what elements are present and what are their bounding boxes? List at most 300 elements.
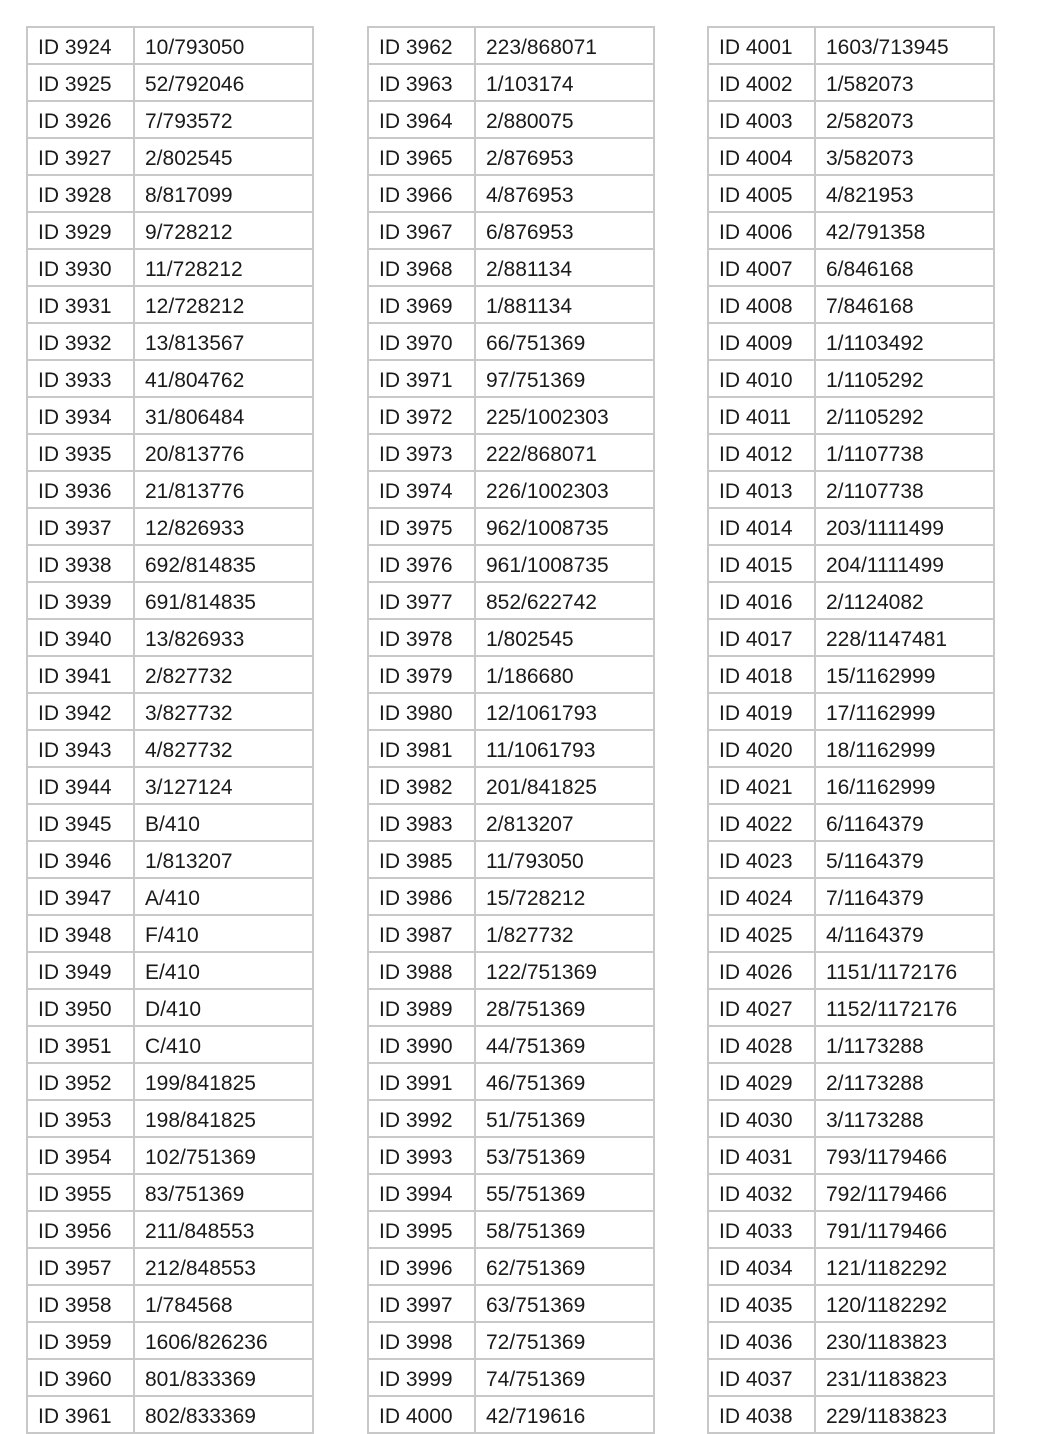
id-cell: ID 3973 [368,434,475,471]
reference-cell: 42/791358 [815,212,994,249]
reference-cell: 12/728212 [134,286,313,323]
table-row [708,471,994,508]
id-cell: ID 3986 [368,878,475,915]
id-cell: ID 3940 [27,619,134,656]
table-row [368,471,654,508]
table-row [27,545,313,582]
table-row [27,1285,313,1322]
table-row [368,249,654,286]
id-cell: ID 3936 [27,471,134,508]
id-cell: ID 3981 [368,730,475,767]
reference-cell: 225/1002303 [475,397,654,434]
reference-cell: 2/813207 [475,804,654,841]
reference-cell: 10/793050 [134,27,313,64]
reference-cell: 1606/826236 [134,1322,313,1359]
reference-cell: 2/582073 [815,101,994,138]
table-row [708,1174,994,1211]
id-cell: ID 3961 [27,1396,134,1433]
reference-cell: 21/813776 [134,471,313,508]
reference-cell: 12/1061793 [475,693,654,730]
reference-cell: 222/868071 [475,434,654,471]
id-cell: ID 4029 [708,1063,815,1100]
id-cell: ID 4009 [708,323,815,360]
reference-cell: 2/1107738 [815,471,994,508]
table-row [27,434,313,471]
table-row [708,1322,994,1359]
table-row [27,1026,313,1063]
id-cell: ID 3971 [368,360,475,397]
id-cell: ID 4028 [708,1026,815,1063]
reference-cell: 44/751369 [475,1026,654,1063]
id-cell: ID 3929 [27,212,134,249]
id-table-3 [707,26,995,1434]
id-cell: ID 4023 [708,841,815,878]
id-cell: ID 3992 [368,1100,475,1137]
table-row [708,1211,994,1248]
table-row [708,693,994,730]
id-cell: ID 3976 [368,545,475,582]
id-cell: ID 3987 [368,915,475,952]
reference-cell: 5/1164379 [815,841,994,878]
id-cell: ID 4010 [708,360,815,397]
reference-cell: 7/1164379 [815,878,994,915]
table-row [27,323,313,360]
id-cell: ID 3943 [27,730,134,767]
id-cell: ID 3930 [27,249,134,286]
table-row [708,915,994,952]
table-row [368,804,654,841]
reference-cell: 1/813207 [134,841,313,878]
table-row [708,1359,994,1396]
table-row [708,212,994,249]
table-row [708,619,994,656]
table-row [708,175,994,212]
table-row [368,1137,654,1174]
table-row [368,434,654,471]
id-cell: ID 4015 [708,545,815,582]
table-row [27,804,313,841]
reference-cell: 9/728212 [134,212,313,249]
id-cell: ID 3965 [368,138,475,175]
table-row [708,730,994,767]
reference-cell: 211/848553 [134,1211,313,1248]
id-cell: ID 3989 [368,989,475,1026]
table-row [708,878,994,915]
reference-cell: 3/1173288 [815,1100,994,1137]
reference-cell: 42/719616 [475,1396,654,1433]
id-cell: ID 4006 [708,212,815,249]
reference-cell: 121/1182292 [815,1248,994,1285]
table-row [27,730,313,767]
reference-cell: 7/846168 [815,286,994,323]
reference-cell: 793/1179466 [815,1137,994,1174]
reference-cell: 6/1164379 [815,804,994,841]
id-cell: ID 4027 [708,989,815,1026]
reference-cell: 12/826933 [134,508,313,545]
id-cell: ID 3941 [27,656,134,693]
id-cell: ID 4035 [708,1285,815,1322]
table-row [368,1396,654,1433]
reference-cell: 46/751369 [475,1063,654,1100]
table-row [27,878,313,915]
reference-cell: 102/751369 [134,1137,313,1174]
id-cell: ID 3939 [27,582,134,619]
reference-cell: 2/1173288 [815,1063,994,1100]
id-cell: ID 3944 [27,767,134,804]
reference-cell: 51/751369 [475,1100,654,1137]
reference-cell: 72/751369 [475,1322,654,1359]
reference-cell: 1151/1172176 [815,952,994,989]
reference-cell: 2/1124082 [815,582,994,619]
id-cell: ID 4026 [708,952,815,989]
id-cell: ID 3958 [27,1285,134,1322]
table-row [27,1359,313,1396]
table-row [27,101,313,138]
table-row [368,1026,654,1063]
reference-cell: 1/1173288 [815,1026,994,1063]
id-cell: ID 3954 [27,1137,134,1174]
reference-cell: 6/876953 [475,212,654,249]
id-cell: ID 3938 [27,545,134,582]
table-row [368,619,654,656]
id-cell: ID 3942 [27,693,134,730]
table-row [27,989,313,1026]
reference-cell: 63/751369 [475,1285,654,1322]
id-cell: ID 3968 [368,249,475,286]
id-cell: ID 4002 [708,64,815,101]
reference-cell: 120/1182292 [815,1285,994,1322]
reference-cell: 16/1162999 [815,767,994,804]
table-row [27,656,313,693]
reference-cell: 52/792046 [134,64,313,101]
table-row [27,693,313,730]
table-row [368,1285,654,1322]
id-cell: ID 4013 [708,471,815,508]
table-row [27,841,313,878]
table-row [27,27,313,64]
id-cell: ID 4038 [708,1396,815,1433]
table-row [27,952,313,989]
id-table-2 [367,26,655,1434]
table-row [368,693,654,730]
reference-cell: 4/821953 [815,175,994,212]
reference-cell: 28/751369 [475,989,654,1026]
table-row [27,1063,313,1100]
reference-cell: 8/817099 [134,175,313,212]
reference-cell: 692/814835 [134,545,313,582]
reference-cell: 1/1105292 [815,360,994,397]
reference-cell: 231/1183823 [815,1359,994,1396]
reference-cell: 229/1183823 [815,1396,994,1433]
table-row [368,1248,654,1285]
id-cell: ID 3926 [27,101,134,138]
reference-cell: 228/1147481 [815,619,994,656]
table-row [708,841,994,878]
reference-cell: 6/846168 [815,249,994,286]
table-row [708,249,994,286]
table-row [368,397,654,434]
id-cell: ID 3974 [368,471,475,508]
table-row [368,545,654,582]
id-cell: ID 3980 [368,693,475,730]
reference-cell: 2/827732 [134,656,313,693]
table-row [27,471,313,508]
id-cell: ID 3990 [368,1026,475,1063]
reference-cell: 2/880075 [475,101,654,138]
table-row [27,619,313,656]
reference-cell: 212/848553 [134,1248,313,1285]
id-cell: ID 3991 [368,1063,475,1100]
reference-cell: 11/1061793 [475,730,654,767]
table-row [368,1174,654,1211]
table-row [27,1248,313,1285]
reference-cell: 1152/1172176 [815,989,994,1026]
table-row [27,64,313,101]
table-row [368,841,654,878]
id-cell: ID 3957 [27,1248,134,1285]
table-row [708,323,994,360]
table-row [368,582,654,619]
table-row [368,1211,654,1248]
reference-cell: 122/751369 [475,952,654,989]
id-cell: ID 3937 [27,508,134,545]
table-row [708,952,994,989]
id-cell: ID 3933 [27,360,134,397]
id-cell: ID 4025 [708,915,815,952]
table-row [708,656,994,693]
reference-cell: 11/728212 [134,249,313,286]
reference-cell: 62/751369 [475,1248,654,1285]
reference-cell: 1/827732 [475,915,654,952]
table-row [27,1396,313,1433]
reference-cell: 1/881134 [475,286,654,323]
table-row [708,286,994,323]
reference-cell: 1/186680 [475,656,654,693]
table-row [368,878,654,915]
table-row [368,27,654,64]
table-row [368,175,654,212]
reference-cell: 226/1002303 [475,471,654,508]
id-cell: ID 3967 [368,212,475,249]
id-cell: ID 3988 [368,952,475,989]
reference-cell: B/410 [134,804,313,841]
id-cell: ID 3927 [27,138,134,175]
id-cell: ID 3972 [368,397,475,434]
table-row [708,804,994,841]
id-cell: ID 3975 [368,508,475,545]
table-row [368,508,654,545]
id-cell: ID 4032 [708,1174,815,1211]
table-row [708,64,994,101]
id-cell: ID 3947 [27,878,134,915]
reference-cell: 2/876953 [475,138,654,175]
id-cell: ID 4031 [708,1137,815,1174]
id-cell: ID 4014 [708,508,815,545]
id-cell: ID 4030 [708,1100,815,1137]
id-cell: ID 3925 [27,64,134,101]
id-cell: ID 3993 [368,1137,475,1174]
table-row [708,989,994,1026]
reference-cell: 1/1103492 [815,323,994,360]
reference-cell: 3/127124 [134,767,313,804]
id-cell: ID 4000 [368,1396,475,1433]
id-cell: ID 3928 [27,175,134,212]
reference-cell: 1/784568 [134,1285,313,1322]
id-cell: ID 3985 [368,841,475,878]
id-cell: ID 3964 [368,101,475,138]
id-cell: ID 3955 [27,1174,134,1211]
table-row [708,767,994,804]
id-cell: ID 3979 [368,656,475,693]
id-cell: ID 3956 [27,1211,134,1248]
reference-cell: 962/1008735 [475,508,654,545]
table-row [27,767,313,804]
table-row [27,175,313,212]
table-row [368,989,654,1026]
id-cell: ID 3982 [368,767,475,804]
reference-cell: 961/1008735 [475,545,654,582]
id-cell: ID 4011 [708,397,815,434]
id-cell: ID 3953 [27,1100,134,1137]
table-row [708,138,994,175]
id-cell: ID 4017 [708,619,815,656]
reference-cell: 83/751369 [134,1174,313,1211]
id-cell: ID 4019 [708,693,815,730]
reference-cell: 198/841825 [134,1100,313,1137]
id-cell: ID 4020 [708,730,815,767]
id-cell: ID 3969 [368,286,475,323]
reference-cell: 1/582073 [815,64,994,101]
reference-cell: 204/1111499 [815,545,994,582]
table-row [27,582,313,619]
id-cell: ID 4036 [708,1322,815,1359]
table-row [27,1211,313,1248]
table-row [368,64,654,101]
reference-cell: 223/868071 [475,27,654,64]
id-cell: ID 3995 [368,1211,475,1248]
reference-cell: 201/841825 [475,767,654,804]
table-row [368,1322,654,1359]
id-cell: ID 4024 [708,878,815,915]
table-row [708,1063,994,1100]
reference-cell: 55/751369 [475,1174,654,1211]
id-cell: ID 3983 [368,804,475,841]
table-row [368,286,654,323]
table-row [27,286,313,323]
reference-cell: 1/1107738 [815,434,994,471]
reference-cell: 791/1179466 [815,1211,994,1248]
table-row [368,101,654,138]
id-cell: ID 3931 [27,286,134,323]
reference-cell: 230/1183823 [815,1322,994,1359]
id-cell: ID 3998 [368,1322,475,1359]
reference-cell: 2/1105292 [815,397,994,434]
reference-cell: 13/826933 [134,619,313,656]
id-cell: ID 3996 [368,1248,475,1285]
reference-cell: 20/813776 [134,434,313,471]
reference-cell: 792/1179466 [815,1174,994,1211]
table-row [27,360,313,397]
id-cell: ID 4018 [708,656,815,693]
id-cell: ID 4016 [708,582,815,619]
reference-cell: 41/804762 [134,360,313,397]
reference-cell: 1/802545 [475,619,654,656]
id-cell: ID 3966 [368,175,475,212]
reference-cell: 97/751369 [475,360,654,397]
reference-cell: 4/1164379 [815,915,994,952]
id-cell: ID 3949 [27,952,134,989]
reference-cell: 66/751369 [475,323,654,360]
reference-cell: 7/793572 [134,101,313,138]
table-row [708,508,994,545]
id-cell: ID 3962 [368,27,475,64]
id-cell: ID 3960 [27,1359,134,1396]
id-cell: ID 4004 [708,138,815,175]
id-cell: ID 4037 [708,1359,815,1396]
reference-cell: 15/1162999 [815,656,994,693]
reference-cell: 852/622742 [475,582,654,619]
id-cell: ID 3994 [368,1174,475,1211]
reference-cell: 691/814835 [134,582,313,619]
reference-cell: 15/728212 [475,878,654,915]
reference-cell: 13/813567 [134,323,313,360]
reference-cell: D/410 [134,989,313,1026]
table-row [27,1100,313,1137]
reference-cell: 1/103174 [475,64,654,101]
reference-cell: 199/841825 [134,1063,313,1100]
id-cell: ID 3952 [27,1063,134,1100]
reference-cell: F/410 [134,915,313,952]
table-row [27,397,313,434]
reference-cell: 2/881134 [475,249,654,286]
id-cell: ID 3997 [368,1285,475,1322]
id-cell: ID 3935 [27,434,134,471]
table-row [708,360,994,397]
table-row [708,397,994,434]
table-row [27,249,313,286]
table-row [27,1137,313,1174]
id-cell: ID 4022 [708,804,815,841]
table-row [708,1026,994,1063]
table-row [708,1137,994,1174]
reference-cell: 802/833369 [134,1396,313,1433]
id-cell: ID 3945 [27,804,134,841]
id-cell: ID 3946 [27,841,134,878]
reference-cell: 3/582073 [815,138,994,175]
reference-cell: 1603/713945 [815,27,994,64]
id-cell: ID 4021 [708,767,815,804]
table-row [368,915,654,952]
reference-cell: 17/1162999 [815,693,994,730]
table-row [27,1322,313,1359]
table-row [27,138,313,175]
table-row [708,582,994,619]
id-cell: ID 4005 [708,175,815,212]
table-row [368,952,654,989]
table-row [708,434,994,471]
table-row [368,1100,654,1137]
table-row [368,1063,654,1100]
table-row [708,1396,994,1433]
reference-cell: 58/751369 [475,1211,654,1248]
id-cell: ID 3924 [27,27,134,64]
table-row [27,1174,313,1211]
table-row [708,1285,994,1322]
id-cell: ID 3950 [27,989,134,1026]
id-cell: ID 4034 [708,1248,815,1285]
id-cell: ID 4033 [708,1211,815,1248]
reference-cell: 801/833369 [134,1359,313,1396]
